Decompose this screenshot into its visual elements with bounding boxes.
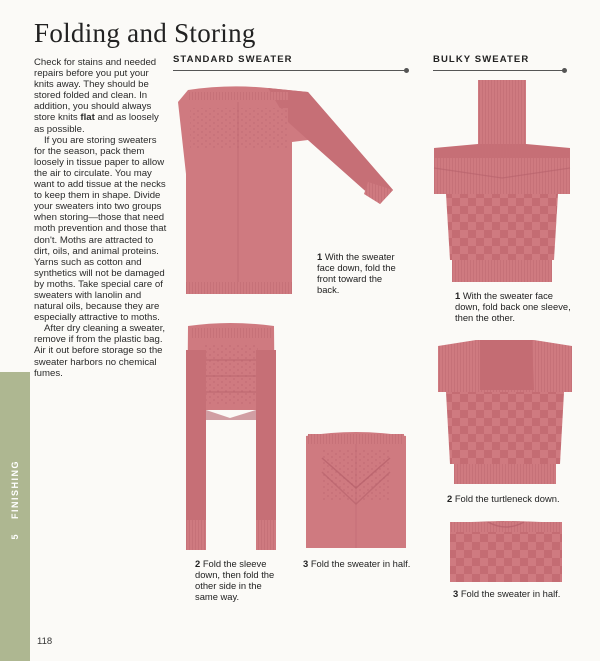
- page-title: Folding and Storing: [34, 18, 256, 48]
- bulky-step3-caption: 3 Fold the sweater in half.: [453, 588, 561, 599]
- bulky-step1-caption: 1 With the sweater face down, fold back one sleeve, then the other.: [455, 290, 571, 323]
- bulky-sweater-heading: BULKY SWEATER: [433, 54, 530, 65]
- chapter-name: FINISHING: [10, 460, 20, 520]
- standard-step2-caption: 2 Fold the sleeve down, then fold the other side in the same way.: [195, 558, 275, 602]
- intro-paragraph-2: If you are storing sweaters for the season, pack them loosely in tissue paper to allow the air to circulate. You may want to add tissue at the necks to keep them in shape. Divide your sweaters into two groups when storing—those that need moth prevention and those that don't. Moths are attracted to dirt, oils, and animal proteins. Yarns such as cotton and synthetics will not be damaged by moths. Take special care of sweaters with lanolin and natural oils, because they are especially attractive to moths.: [34, 134, 167, 324]
- bulky-heading-rule: [433, 70, 565, 71]
- bulky-step2-caption: 2 Fold the turtleneck down.: [447, 493, 560, 504]
- standard-step3-caption: 3 Fold the sweater in half.: [303, 558, 411, 569]
- bulky-step2-photo: [436, 338, 574, 488]
- standard-step2-photo: [180, 320, 282, 552]
- intro-paragraph-1: Check for stains and needed repairs before you put your knits away. They should be stored folded and clean. In addition, you should always store knits flat and as loosely as possible.: [34, 57, 159, 135]
- chapter-tab-label: [10, 460, 20, 540]
- chapter-number: 5: [10, 533, 20, 540]
- standard-step1-caption: 1 With the sweater face down, fold the front toward the back.: [317, 251, 396, 295]
- chapter-tab: [0, 372, 30, 661]
- page-number: 118: [37, 636, 53, 647]
- standard-step3-photo: [302, 428, 410, 552]
- standard-sweater-heading: STANDARD SWEATER: [173, 54, 293, 65]
- bulky-step3-photo: [448, 518, 564, 584]
- intro-text: [34, 57, 169, 379]
- intro-paragraph-3: After dry cleaning a sweater, remove if from the plastic bag. Air it out before storage so the sweater harbors no chemical fumes.: [34, 323, 166, 379]
- bulky-step1-photo: [428, 78, 576, 288]
- standard-heading-rule: [173, 70, 407, 71]
